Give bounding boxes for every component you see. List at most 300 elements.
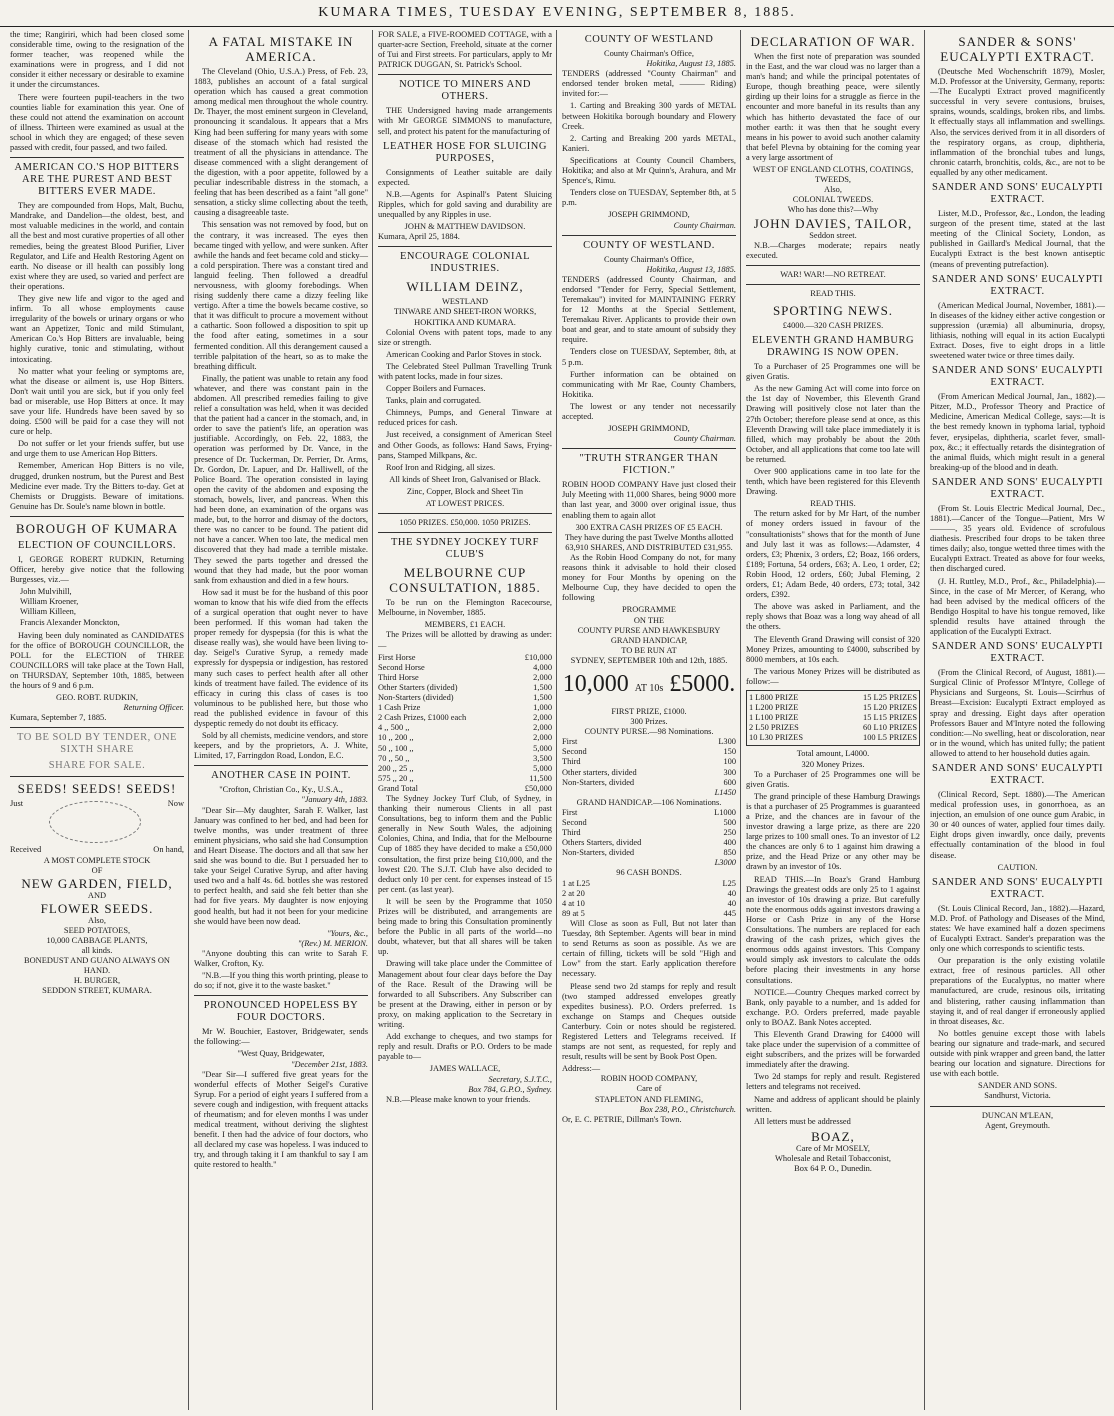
advert-text: (From American Medical Journal, Jan., 1882).—Pitzer, M.D., Professor Theory and Practice of Medicine, American Medical College, says:—It is the best remedy known in typhoma larial, typhoid fever, erysipelas, diphtheria, scarlet fever, small-pox, &c.; it effectually retards the disintegration of the animal fluids, which might result in a general breaking-up of the blood and in death. [930,392,1105,472]
notice-text: I, GEORGE ROBERT RUDKIN, Returning Officer, hereby give notice that the following Burgesses, viz.— [10,554,184,585]
notice-text: Tenders close on TUESDAY, September, 8th, at 5 p.m. [562,347,736,367]
signature: SANDER AND SONS. [978,1081,1057,1091]
seeds-line: AND [87,890,107,900]
row-label: 2 at 20 [562,888,585,898]
advert-text: (American Medical Journal, November, 1881).—In diseases of the kidney either active congestion or suppression (uræmia) all albuminuria, dropsy, lithiasis, nothing will equal in its action Eucalypti Extract. Doses, five to eight drops in a little sweetened water twice or three times daily. [930,300,1105,361]
advert-line: Who has done this?—Why [787,205,879,215]
row-value: 400 [723,838,736,848]
letter-closing: "Yours, &c., [327,928,368,938]
row-label: 1 Cash Prize [378,703,421,713]
advert-text: All letters must be addressed [754,1116,851,1126]
notice-text: 1. Carting and Breaking 300 yards of METAL between Hokitika borough boundary and Flowery Creek. [562,101,736,131]
advert-heading: MELBOURNE CUP CONSULTATION, 1885. [389,565,541,596]
advert-name: WILLIAM DEINZ, [406,279,524,295]
advert-text: They are compounded from Hops, Malt, Buchu, Mandrake, and Dandelion—the oldest, best, and most valuable medicines in the world, and contain all the best and most curative properties of all other remedies, being the greatest Blood Purifier, Liver Regulator, and Life and Health Restoring Agent on earth. No disease or ill health can possibly long exist where they are used, so varied and perfect are their operations. [10,201,184,291]
advert-line: 300 Prizes. [630,717,668,727]
advert-text: The above was asked in Parliament, and the reply shows that Boaz was a long way ahead of all the others. [746,602,920,632]
list-item: 60 L10 PRIZES [863,723,917,733]
table-row [378,744,552,754]
divider [378,246,552,247]
row-value: 850 [723,848,736,858]
table-row [378,683,552,693]
row-label: Third [562,757,581,767]
advert-line: WESTLAND [441,297,489,307]
row-value: 4,000 [533,662,552,672]
advert-heading: AMERICAN CO.'S HOP BITTERS ARE THE PUREST AND BEST BITTERS EVER MADE. [14,162,180,198]
advert-text: Drawing will take place under the Committee of Management about four clear days before the Day of the Race. Result of the Drawing will be forwarded to all Subscribers. Any Subscriber can be present at the Drawing, either in person or by proxy, on making application to the Secretary in writing. [378,959,552,1030]
advert-text: Chimneys, Pumps, and General Tinware at reduced prices for cash. [378,408,552,428]
signature: DUNCAN M'LEAN, [981,1110,1054,1120]
article-text: The Cleveland (Ohio, U.S.A.) Press, of Feb. 23, 1883, publishes an account of a fatal surgical operation which has caused a great commotion among medical men throughout the whole country. Dr. Thayer, the most eminent surgeon in Cleveland, pronouncing it scandalous. It appears that a Mrs King had been suffering for many years with some disease of the stomach which had resisted the treatment of all the physicians in attendance. The disease commenced with a slight derangement of the digestion, with a poor appetite, followed by a peculiar indescribable distress in the stomach, a feeling that has been described as a faint "all gone" sensation, a sticky slime collecting about the teeth, causing a disagreeable taste. [194,67,368,218]
seeds-address: SEDDON STREET, KUMARA. [42,986,152,996]
row-label: Other starters, divided [562,767,637,777]
advert-text: Just received, a consignment of American Steel and Other Goods, as follows: Hand Saws, Frying-pans, Stamped Milkpans, &c. [378,430,552,460]
advert-line: PROGRAMME [622,605,676,615]
advert-line: Seddon street. [809,230,857,240]
handicap-heading: GRAND HANDICAP.—106 Nominations. [576,797,722,807]
table-row [378,723,552,733]
table-row [378,663,552,673]
divider [10,516,184,517]
advert-text: (St. Louis Clinical Record, Jan., 1882).—Hazard, M.D. Prof. of Pathology and Diseases of the Mind, states: We have examined half a dozen specimens of Eucalypti Extract. Sander's preparation was the only one which corresponds to scientific tests. [930,903,1105,954]
table-row [378,774,552,784]
big-price-line [562,670,736,703]
table-row [562,899,736,909]
row-value: 250 [723,828,736,838]
table-row [562,778,736,788]
advert-text: No bottles genuine except those with labels bearing our signature and trade-mark, and secured outside with pink wrapper and green band, the latter bearing our location and signature. Directions for use with each bottle. [930,1028,1105,1079]
advert-line: 63,910 SHARES, AND DISTRIBUTED £31,955. [565,542,733,552]
divider [378,513,552,514]
row-value: 600 [723,777,736,787]
candidate-name: William Kroener, [20,597,79,607]
table-row [378,754,552,764]
advert-text: (Clinical Record, Sept. 1880).—The American medical profession uses, in gonorrhoea, as an injection, an emulsion of one ounce gum Arabic, in 30 or 40 ounces of water, applied four times daily. Eight drops given inwardly, once daily, prevents effectually contamination of the blood in foul disease. [930,789,1105,860]
table-row [562,838,736,848]
seeds-now: Now [167,799,184,809]
advert-text: The return asked for by Mr Hart, of the number of money orders issued in favour of the "consultationists" shows that for the month of June and July last it was as follows:—Adamster, 4 orders, £3; Phœnix, 3 orders, £2; Boaz, 166 orders, £189; Fortuna, 54 orders, £63; A. Leo, 1 order, £2; Robin Hood, 12 orders, £60; Jubal Fleming, 2 orders, £1; Adam Bede, 40 orders, £73; total, 342 orders, £392. [746,509,920,600]
letter-date: "December 21st, 1883. [290,1059,368,1069]
signature: JOSEPH GRIMMOND, [608,424,690,434]
advert-text: Two 2d stamps for reply and result. Registered letters and telegrams not received. [746,1072,920,1092]
big-number: 10,000 [562,670,629,697]
list-item: 1 L100 PRIZE [749,713,799,723]
advert-text: N.B.—Please make known to your friends. [386,1094,531,1104]
advert-text: Colonial Ovens with patent tops, made to any size or strength. [378,327,552,347]
table-row [562,889,736,899]
table-row [562,909,736,919]
advert-text: Please send two 2d stamps for reply and result (two stamped addressed envelopes greatly expedites business). P.O. Orders preferred. 1s exchange on Stamps and Cheques outside Canterbury. Coin or notes should be registered. Registered Letters and Telegrams received. If stamps are not sent, as requested, for reply and result, results will be sent by Book Post Open. [562,981,736,1062]
row-value: 445 [723,908,736,918]
advert-text: Do not suffer or let your friends suffer, but use and urge them to use American Hop Bitters. [10,439,184,459]
handicap-total: L3000 [714,858,736,868]
advert-line: Total amount, L4000. [796,749,870,759]
seeds-line: BONEDUST AND GUANO ALWAYS ON HAND. [24,956,170,976]
notice-heading: COUNTY OF WESTLAND [584,34,714,45]
candidate-name: Francis Alexander Monckton, [20,617,120,627]
notice-text: TENDERS (addressed "County Chairman" and endorsed tender broken metal, ——— Riding) invited for:— [562,69,736,99]
prize-list-left [749,693,803,743]
table-row [562,828,736,838]
article-text: the time; Rangiriri, which had been closed some considerable time, owing to the resignation of the former teacher, was reopened while the examinations were in progress, and I did not consider it either necessary or desirable to examine it under the circumstances. [10,30,184,90]
advert-line: AT LOWEST PRICES. [425,499,505,508]
advert-text: N.B.—Charges moderate; repairs neatly executed. [746,240,920,260]
row-label: 200 ,, 25 ,, [378,763,414,773]
notice-text: Consignments of Leather suitable are daily expected. [378,167,552,187]
seeds-line: Also, [88,915,106,925]
advert-text: Roof Iron and Ridging, all sizes. [386,462,496,472]
notice-text: 2. Carting and Breaking 200 yards METAL, Kanieri. [562,133,736,153]
divider [10,776,184,777]
advert-line: READ THIS. [810,288,856,298]
notice-heading: LEATHER HOSE FOR SLUICING PURPOSES, [383,140,547,164]
row-label: Non-Starters, divided [562,777,635,787]
advert-line: 300 EXTRA CASH PRIZES OF £5 EACH. [575,522,723,532]
seeds-line: 10,000 CABBAGE PLANTS, [46,936,148,945]
row-value: £10,000 [524,652,552,662]
row-value: 1,500 [533,682,552,692]
advert-line: HOKITIKA AND KUMARA. [414,317,516,327]
signature: JOHN & MATTHEW DAVIDSON. [404,222,526,232]
purse-table [562,737,736,787]
row-value: L300 [718,737,736,747]
notice-text: Tenders close on TUESDAY, September 8th, at 5 p.m. [562,188,736,208]
prize-table [378,653,552,784]
table-row [562,848,736,858]
advert-line: COLONIAL TWEEDS. [792,195,874,205]
row-label: First Horse [378,652,416,662]
advert-text: (From St. Louis Electric Medical Journal, Dec., 1881).—Cancer of the Tongue—Patient, Mrs W———, 35 years old. Evidence of scrofulous diathesis. Prescribed four drops to be taken three times daily; also, tongue wetted three times with the Eucalypti Extract. Treated as above for four weeks, then discharged cured. [930,503,1105,574]
divider [194,765,368,766]
article-heading: ANOTHER CASE IN POINT. [211,770,351,782]
divider [10,727,184,728]
column-6 [926,30,1109,1410]
advert-line: TO BE RUN AT [621,645,677,655]
table-row [562,879,736,889]
advert-line: 1050 PRIZES. £50,000. 1050 PRIZES. [399,518,531,528]
advert-line: 320 Money Prizes. [801,759,865,769]
notice-heading: BOROUGH OF KUMARA [15,520,179,536]
advert-text: (From the Clinical Record, of August, 1881).—Surgical Clinic of Professor M'Intyre, College of Physicians and Surgeons, St. Louis—Scirrhus of Breast—Excision: Eucalypti Extract employed as spray and dressing. Eight days after operation Professors Bauer and M'Intyre noted the following condition:—No swelling, heat or discoloration, near or in the wound, which has united fully; the patient allowed to attend to her household duties again. [930,668,1105,758]
signature-title: Secretary, S.J.T.C., [488,1074,552,1084]
signature: JAMES WALLACE, [429,1064,501,1074]
advert-name: JOHN DAVIES, TAILOR, [753,215,913,231]
advert-text: Add exchange to cheques, and two stamps for reply and result. Drafts or P.O. Orders to be made payable to— [378,1032,552,1062]
advert-line: WAR! WAR!—NO RETREAT. [780,269,886,279]
advert-text: It will be seen by the Programme that 1050 Prizes will be distributed, and arrangements are being made to bring this Consultation prominently before the Public in all parts of the world—no doubt, whatever, but that all shares will be taken up. [378,896,552,957]
row-label: 4 at 10 [562,898,585,908]
column-1 [6,30,189,1410]
row-value: 300 [723,767,736,777]
signature: BOAZ, [811,1128,855,1144]
divider [746,265,920,266]
advert-text: They give new life and vigor to the aged and infirm. To all whose employments cause irregularity of the bowels or urinary organs or who want an Appetizer, Tonic and mild Stimulant, American Co.'s Hop Bitters are invaluable, being highly curative, tonic and stimulating, without intoxicating. [10,293,184,364]
advert-text: The Sydney Jockey Turf Club, of Sydney, in thanking their numerous Clients in all past Consultations, beg to inform them and the Public generally in New South Wales, the adjoining Colonies, China, and India, that for the Melbourne Cup of 1885 they have decided to make a £50,000 consultation, the first prize being £10,000, and the lowest £20. The S.J.T. Club have also decided to deduct only 10 per cent. for expenses instead of 15 per cent. (as last year). [378,793,552,894]
divider [746,284,920,285]
bonds-heading: 96 CASH BONDS. [616,868,682,878]
prize-value: £50,000 [524,783,552,793]
signature-title: County Chairman. [673,434,736,444]
column-4 [558,30,741,1410]
row-value: 150 [723,747,736,757]
letter-text: "Dear Sir—I suffered five great years for the wonderful effects of Mother Seigel's Curative Syrup. For a period of eight years I suffered from a severe cough and indigestion, with frequent attacks of rheumatism; and for eleven months I was under medical treatment, without deriving the slightest benefit. I then had the advice of four doctors, who all declared my case was hopeless. I was induced to try, and through taking it I am thankful to say I am quite restored to health." [194,1069,368,1170]
letter-text: "Dear Sir—My daughter, Sarah F. Walker, last January was confined to her bed, and had been for twelve months, was under treatment of three eminent physicians, who said she had Consumption and Heart Disease. The doctors and all that saw her said she was bound to die. But I persuaded her to take your Seigel Curative Syrup, and after having used two and a half 4s. 6d. bottles she was restored to perfect health, and said she felt better than she had for five years. My daughter is now enjoying good health, but had it not been for your medicine she would have been now dead. [194,805,368,926]
table-row [378,693,552,703]
signature-address: Box 784, G.P.O., Sydney. [468,1084,552,1094]
tender-heading: TO BE SOLD BY TENDER, ONE SIXTH SHARE [17,732,177,756]
signature-line: Sandhurst, Victoria. [984,1091,1051,1101]
advert-text: The Eleventh Grand Drawing will consist of 320 Money Prizes, amounting to £4000, subscribed by 8000 members, at 10s each. [746,634,920,664]
advert-line: COUNTY PURSE AND HAWKESBURY GRAND HANDICAP, [577,625,721,645]
letter-location: "West Quay, Bridgewater, [237,1049,325,1059]
advert-heading: SANDER AND SONS' EUCALYPTI EXTRACT. [931,762,1104,786]
table-row [378,733,552,743]
advert-line: Also, [824,185,842,195]
newspaper-columns [6,30,1108,1410]
row-label: Others Starters, divided [562,838,642,848]
signature-title: Returning Officer. [123,703,184,713]
signature-line: Care of [636,1084,662,1094]
purse-heading: COUNTY PURSE.—98 Nominations. [584,727,714,737]
seeds-received: Received [10,845,42,855]
advert-heading: ENCOURAGE COLONIAL INDUSTRIES. [399,251,531,275]
notice-text: N.B.—Agents for Aspinall's Patent Sluicing Ripples, which for gold saving and durability are unequalled by any Ripples in use. [378,189,552,220]
bonds-table [562,879,736,919]
advert-text: Over 900 applications came in too late for the tenth, which have been registered for this Eleventh Drawing. [746,467,920,497]
advert-heading: DECLARATION OF WAR. [750,34,916,49]
row-value: 100 [723,757,736,767]
article-heading: PRONOUNCED HOPELESS BY FOUR DOCTORS. [203,1000,359,1024]
advert-text: NOTICE.—Country Cheques marked correct by Bank, only payable to a number, and 1s added for exchange. P.O. Orders preferred, made payable only to BOAZ. Bank Notes accepted. [746,987,920,1027]
prize-total [378,784,552,794]
notice-heading: COUNTY OF WESTLAND. [583,239,715,251]
row-value: 2,000 [533,713,552,723]
prize-list-right [863,693,917,743]
advert-line: CAUTION. [997,862,1038,872]
seeds-line: all kinds. [81,946,113,956]
notice-text: The lowest or any tender not necessarily accepted. [562,401,736,421]
divider [378,74,552,75]
purse-total: L1450 [714,787,736,797]
list-item: 100 L5 PRIZES [863,733,917,743]
address-label: Address:— [562,1064,601,1074]
candidate-name: John Mulvihill, [20,587,72,597]
table-row [562,818,736,828]
seeds-ornament-image [49,801,141,843]
notice-text: Further information can be obtained on communicating with Mr Rae, County Chambers, Hokitika. [562,369,736,399]
advert-line: WEST OF ENGLAND CLOTHS, COATINGS, TWEEDS, [752,165,914,185]
signature-line: Care of Mr MOSELY, [796,1143,870,1153]
divider [10,157,184,158]
column-3 [374,30,557,1410]
seeds-row [10,799,184,845]
row-value: 1,500 [533,693,552,703]
row-label: 70 ,, 50 ,, [378,753,410,763]
advert-text: ROBIN HOOD COMPANY Have just closed their July Meeting with 11,000 Shares, being 9000 more than last year, and 3000 over original issue, thus enabling them to again allot [562,480,736,520]
row-value: 11,500 [529,773,552,783]
seeds-heading: SEEDS! SEEDS! SEEDS! [17,781,177,797]
table-row [378,713,552,723]
seeds-line: OF [91,865,103,875]
table-row [562,768,736,778]
notice-office: County Chairman's Office, [604,254,694,264]
masthead: KUMARA TIMES, TUESDAY EVENING, SEPTEMBER 8, 1885. [0,0,1114,27]
advert-text: Tanks, plain and corrugated. [386,396,481,406]
advert-heading: SANDER AND SONS' EUCALYPTI EXTRACT. [931,641,1104,665]
advert-heading: THE SYDNEY JOCKEY TURF CLUB'S [391,537,539,561]
row-label: 10 ,, 200 ,, [378,733,414,743]
article-text: Sold by all chemists, medicine vendors, and store keepers, and by the proprietors, A. J. White, Limited, 17, Farringdon Road, London, E.C. [194,731,368,761]
signature: GEO. ROBT. RUDKIN, [56,693,138,703]
letter-date: "January 4th, 1883. [301,795,368,805]
advert-line: They have during the past Twelve Months allotted [564,532,734,542]
row-label: Non-Starters (divided) [378,693,454,703]
signature-line: Box 64 P. O., Dunedin. [794,1164,872,1173]
advert-text: The Prizes will be allotted by drawing as under:— [378,630,552,650]
row-value: 2,000 [533,672,552,682]
row-label: 89 at 5 [562,908,585,918]
divider [194,995,368,996]
row-value: L1000 [714,807,736,817]
row-label: Second [562,818,587,827]
list-item: 15 L20 PRIZES [863,703,917,713]
seeds-row [10,845,184,855]
list-item: 1 L800 PRIZE [749,692,799,702]
signature-title: County Chairman. [673,220,736,230]
row-label: Third Horse [378,672,419,682]
article-heading: A FATAL MISTAKE IN AMERICA. [208,34,354,64]
advert-text: Name and address of applicant should be plainly written. [746,1094,920,1114]
advert-text: Zinc, Copper, Block and Sheet Tin [406,486,524,496]
signature-line: Agent, Greymouth. [985,1120,1050,1130]
prize-label: Grand Total [378,783,418,793]
row-value: 5,000 [533,743,552,753]
notice-text: Specifications at County Council Chambers, Hokitika; and also at Mr Quinn's, Arahura, and Mr Spence's, Rimu. [562,155,736,186]
advert-text: As the new Gaming Act will come into force on the 1st day of November, this Eleventh Grand Drawing will positively close not later than the 27th October; therefore please send at once, as this Eleventh Drawing will take place immediately it is filled, which may probably be about the 20th October, and all applications that come too late will be returned. [746,384,920,464]
notice-text: THE Undersigned having made arrangements with Mr GEORGE SIMMONS to manufacture, sell, and protect his patent for the manufacturing of [378,106,552,136]
handicap-table [562,808,736,858]
advert-text: All kinds of Sheet Iron, Galvanised or Black. [389,474,541,484]
notice-date: Hokitika, August 13, 1885. [646,59,736,69]
advert-text: To be run on the Flemington Racecourse, Melbourne, in November, 1885. [378,598,552,618]
seeds-signature: H. BURGER, [73,976,121,986]
article-text: Finally, the patient was unable to retain any food whatever, and there was constant pain in the abdomen. All prescribed remedies failing to give relief a consultation was held, when it was decided that the patient had a cancer in the stomach, and, in order to save the patient's life, an operation was justifiable. Accordingly, on Feb. 22, 1883, the operation was performed by Dr. Vance, in the presence of Dr. Tuckerman, Dr. Perrier, Dr. Arms, Dr. Gordon, Dr. Lapuer, and Dr. Halliwell, of the Police Board. The operation consisted in laying open the cavity of the abdomen and exposing the stomach, bowels, liver, and pancreas. When this had been done, an examination of the organs was made, but, to the horror and dismay of the doctors, there was no cancer to be found. The patient did not have a cancer. When too late, the medical men discovered that they had made a terrible mistake. They sewed the parts together and dressed the wound that they had made, but the poor woman sank from exhaustion and died in a few hours. [194,373,368,585]
advert-text: Lister, M.D., Professor, &c., London, the leading surgeon of the present time, stated at the last meeting of the Clinical Society, London, as published in Gaillard's Medical Journal, that the Eucalypti Extract is the best known antiseptic (means of preventing putrefaction). [930,209,1105,269]
advert-text: The grand principle of these Hamburg Drawings is that a purchaser of 25 Programmes is guaranteed a Prize, and the chances are in favour of the investor drawing a large prize, as there are 220 large prizes to 100 small ones. To an investor of L2 the chances are only 6 to 1 against him drawing a prize, and the Head Prize or any other may be drawn by an investor of 10s. [746,791,920,872]
advert-text: This Eleventh Grand Drawing for £4000 will take place under the supervision of a committee of eight subscribers, and the prizes will be forwarded immediately after the drawing. [746,1029,920,1070]
row-label: Other Starters (divided) [378,682,458,692]
advert-heading: SANDER & SONS' EUCALYPTI EXTRACT. [940,34,1095,64]
advert-text: FOR SALE, a FIVE-ROOMED COTTAGE, with a quarter-acre Section, Freehold, situate at the corner of Tui and First streets. For particulars, apply to Mr PATRICK DUGGAN, St. Patrick's School. [378,30,552,70]
advert-heading: SANDER AND SONS' EUCALYPTI EXTRACT. [931,365,1104,389]
row-value: 40 [727,888,736,898]
table-row [378,673,552,683]
advert-line: READ THIS. [810,499,856,509]
notice-date: Kumara, September 7, 1885. [10,713,107,723]
divider [562,235,736,236]
list-item: 2 L50 PRIZES [749,723,799,733]
column-5 [742,30,925,1410]
table-row [562,757,736,767]
article-text: This sensation was not removed by food, but on the contrary, it was increased. The eyes then became tinged with yellow, and were sunken. After awhile the hands and feet became cold and sticky—a cold perspiration. There was a constant tired and languid feeling. Then followed a dreadful nervousness, with gloomy forebodings. When rising suddenly there came a dizzy feeling like vertigo. After a time the bowels became costive, so that it was difficult to procure a movement without a cathartic. Soon followed a disposition to spit up the food after eating, sometimes in a sour fermented condition. All this derangement caused a terrible palpitation of the heart, so as to make the breathing difficult. [194,220,368,371]
notice-subheading: ELECTION OF COUNCILLORS. [17,539,177,551]
divider [930,1106,1105,1107]
letter-signature: "(Rev.) M. MERION. [297,938,368,948]
big-at: AT 10s [634,682,664,694]
advert-text: When the first note of preparation was sounded in the East, and the war cloud was no larger than a man's hand; and while the principal potentates of Europe, though breathing peace, were silently girding up their loins for a struggle as fierce in the encounter and more baneful in its results than any which has hitherto devastated the face of our mother earth: it was then that he sought every means in his power to avoid such another calamity that befel Plevna by obtaining for the coming year a very large assortment of [746,52,920,162]
advert-text: American Cooking and Parlor Stoves in stock. [386,349,542,359]
row-label: First [562,807,578,817]
advert-heading: ELEVENTH GRAND HAMBURG DRAWING IS NOW OPEN. [751,335,915,359]
advert-text: To a Purchaser of 25 Programmes one will be given Gratis. [746,362,920,382]
seeds-line: FLOWER SEEDS. [40,900,154,916]
letter-location: "Crofton, Christian Co., Ky., U.S.A., [219,785,343,795]
notice-heading: NOTICE TO MINERS AND OTHERS. [399,79,531,103]
advert-text: (J. H. Ruttley, M.D., Prof., &c., Philadelphia).—Since, in the case of Mr Mercer, of Kerang, who had been advised by the medical officers of the Bendigo Hospital to have his tongue removed, like splendid results have attained through the application of the Eucalypti Extract. [930,576,1105,637]
row-label: First [562,737,578,747]
advert-line: £4000.—320 CASH PRIZES. [782,320,884,330]
advert-text: Remember, American Hop Bitters is no vile, drugged, drunken nostrum, but the Purest and Best Medicine ever made. Try the Bitters to-day. Get at Chemists or Druggists. Beware of imitations. Genuine has Dr. Soule's name blown in bottle. [10,461,184,511]
advert-text: The various Money Prizes will be distributed as follow:— [746,666,920,686]
big-amount: £5000. [669,670,736,697]
advert-text: Our preparation is the only existing volatile extract, free of resinous particles. All other preparations of the Eucalyptus, no matter where manufactured, are crude, resinous oils, irritating and blistering, rather causing inflammation than staying it, and of real danger if erroneously applied in throat diseases, &c. [930,956,1105,1026]
row-label: 575 ,, 20 ,, [378,773,414,783]
row-value: 1,000 [533,703,552,713]
advert-text: READ THIS.—In Boaz's Grand Hamburg Drawings the greatest odds are only 25 to 1 against an investor of 10s drawing a prize. But carefully note the enormous odds against investors drawing a Horse or Cash Prize in any of the Horse Consultations. The numbers are replaced for each drawing of the cash prizes, which gives the enormous odds against investors. This Company would simply ask investors to calculate the odds before placing their investments in any horse consultations. [746,874,920,985]
advert-heading: SANDER AND SONS' EUCALYPTI EXTRACT. [931,273,1104,297]
advert-line: FIRST PRIZE, £1000. [611,706,687,716]
seeds-onhand: On hand, [153,845,184,855]
table-row [378,703,552,713]
advert-heading: SANDER AND SONS' EUCALYPTI EXTRACT. [931,182,1104,206]
row-label: Second Horse [378,662,425,672]
row-value: 2,000 [533,723,552,733]
row-value: L25 [722,878,736,888]
seeds-line: A MOST COMPLETE STOCK [43,855,151,865]
letter-text: Mr W. Bouchier, Eastover, Bridgewater, sends the following:— [194,1027,368,1047]
table-row [562,747,736,757]
seeds-line: SEED POTATOES, [63,925,131,935]
row-value: 5,000 [533,763,552,773]
notice-text: Having been duly nominated as CANDIDATES for the office of BOROUGH COUNCILLOR, the POLL for the ELECTION of THREE COUNCILLORS will take place at the Town Hall, on THURSDAY, September 10th, 1885, between the hours of 9 and 6 p.m. [10,630,184,691]
advert-heading: SANDER AND SONS' EUCALYPTI EXTRACT. [931,476,1104,500]
candidate-name: William Killeen, [20,607,76,617]
list-item: 1 L200 PRIZE [749,703,799,713]
row-label: 2 Cash Prizes, £1000 each [378,713,467,723]
article-text: There were fourteen pupil-teachers in the two counties liable for examination this year. One of these could not attend the examination on account of illness. Thirteen were examined as usual at the school in which they are engaged; of these seven passed with credit, four passed, and two failed. [10,92,184,153]
row-value: 3,500 [533,753,552,763]
row-label: 1 at L25 [562,878,590,888]
notice-text: TENDERS (addressed County Chairman, and endorsed "Tender for Ferry, Special Settlement, Teremakau") invited for MAINTAINING FERRY for 12 Months at the Special Settlement, Teremakau River. Applicants to provide their own boat and gear, and to state amount of subsidy they require. [562,274,736,345]
row-label: 4 ,, 500 ,, [378,723,410,733]
list-item: 15 L15 PRIZES [863,713,917,723]
notice-office: County Chairman's Office, [604,49,694,58]
notice-date: Hokitika, August 13, 1885. [646,264,736,274]
divider [562,448,736,449]
signature-line: Box 238, P.O., Christchurch. [639,1104,736,1114]
advert-text: Will Close as soon as Full, But not later than Tuesday, 8th September. Agents will bear in mind to send Returns as soon as possible. As we are certain of filling, tickets will be sold "High and Low" from the start. Early application therefore necessary. [562,918,736,979]
letter-text: "N.B.—If you thing this worth printing, please to do so; if not, give it to the waste basket." [194,971,368,991]
advert-text: (Deutsche Med Wochenschrift 1879), Mosler, M.D. Professor at the University, Germany, reports:—The Eucalypti Extract proved magnificently successful in very severe contusions, bruises, sprains, wounds, scaldings, broken ribs, and limbs. It effectually stays all inflammation and swellings. Also, the services derived from it in all disorders of the respiratory organs, as croup, diphtheria, inflammation of the bronchial tubes and lungs, chronic catarrh, bronchitis, colds, &c., are not to be equalled by any other medicament. [930,67,1105,177]
list-item: 15 L25 PRIZES [863,692,917,702]
advert-heading: "TRUTH STRANGER THAN FICTION." [579,453,719,477]
letter-text: "Anyone doubting this can write to Sarah F. Walker, Crofton, Ky. [194,948,368,968]
list-item: 10 L30 PRIZES [749,733,803,743]
table-row [378,764,552,774]
column-2 [190,30,373,1410]
advert-line: ON THE [633,615,665,625]
signature-line: Wholesale and Retail Tobacconist, [774,1153,891,1163]
